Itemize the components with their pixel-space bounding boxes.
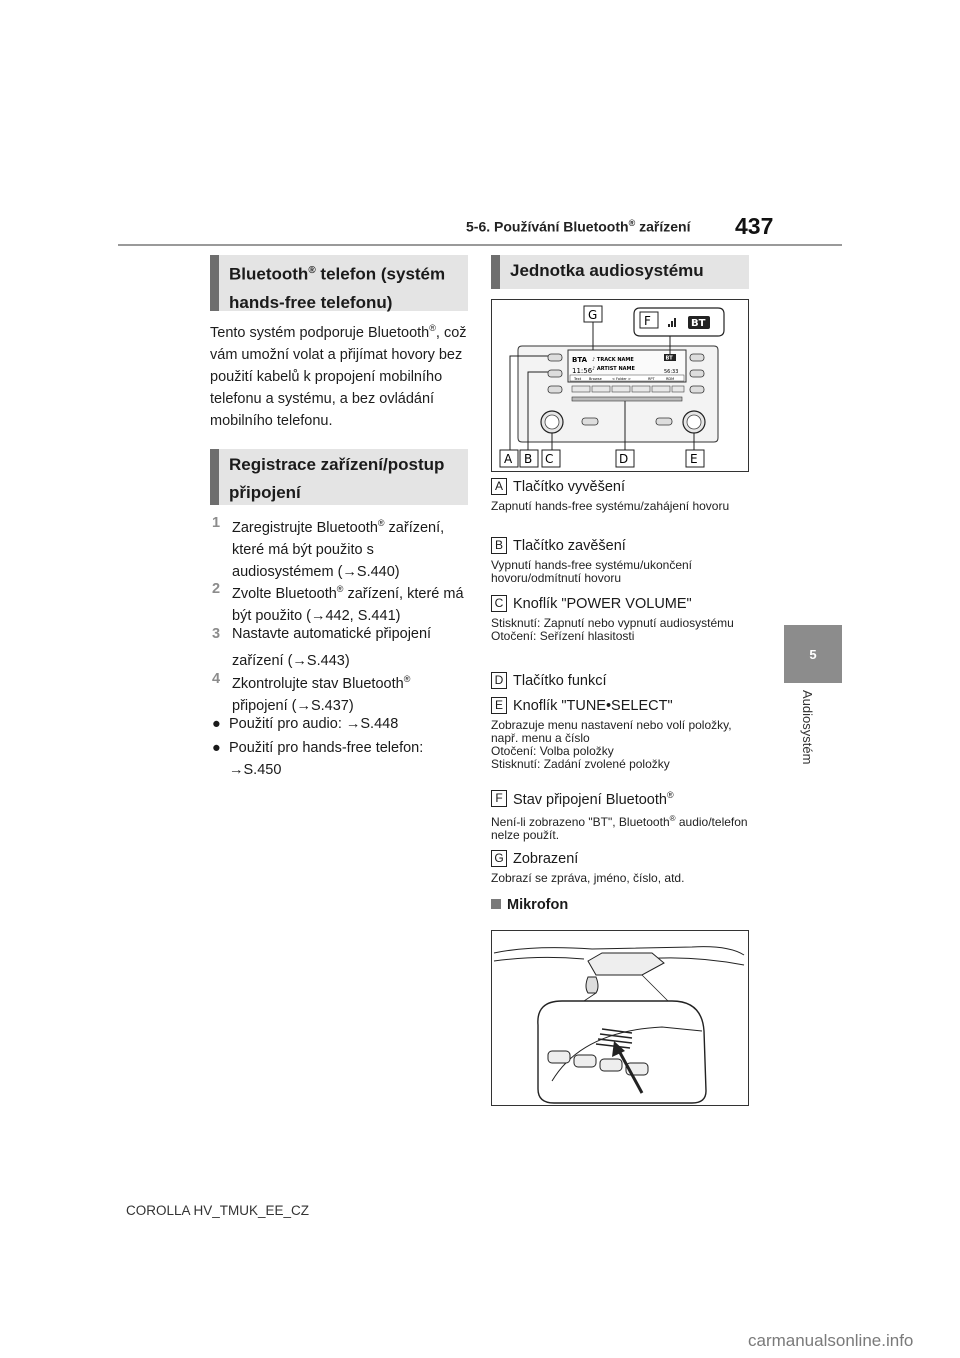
- chapter-tab[interactable]: 5: [784, 625, 842, 683]
- screen-bt-badge: BT: [665, 355, 673, 362]
- heading-audio-unit: Jednotka audiosystému: [491, 255, 749, 289]
- callout-d: D: [619, 452, 629, 466]
- screen-source-label: BTA: [572, 356, 587, 364]
- callout-e: E: [690, 452, 698, 466]
- microphone-drawing: [492, 931, 748, 1105]
- disc-slot: [572, 397, 682, 401]
- step-2: 2 Zvolte Bluetooth® zařízení, které má být použito (→442, S.441): [212, 581, 464, 624]
- callout-c: C: [545, 452, 554, 466]
- pickup-button[interactable]: [548, 354, 562, 361]
- intro-paragraph: Tento systém podporuje Bluetooth®, což vám umožní volat a přijímat hovory bez použití kabelů k propojení mobilního telefonu a systému, a bez ovládání mobilního telefonu.: [210, 323, 467, 429]
- screen-elapsed: 56:33: [664, 369, 679, 375]
- heading-bluetooth-phone: Bluetooth® telefon (systém hands-free telefonu): [210, 255, 468, 311]
- header-rule: [118, 244, 842, 246]
- section-title: 5-6. Používání Bluetooth® zařízení: [466, 218, 691, 235]
- bullet-audio: ● Použití pro audio: →S.448: [212, 716, 399, 732]
- screen-artist-name: ♪ ARTIST NAME: [592, 366, 635, 372]
- step-1: 1 Zaregistrujte Bluetooth® zařízení, které má být použito s audiosystémem (→S.440): [212, 515, 445, 580]
- audio-button[interactable]: [690, 354, 704, 361]
- track-button[interactable]: [690, 370, 704, 377]
- bullet-handsfree: ● Použití pro hands-free telefon: →S.450: [212, 740, 424, 778]
- chapter-label: Audiosystém: [800, 690, 815, 765]
- item-c: C Knoflík "POWER VOLUME" Stisknutí: Zapnutí nebo vypnutí audiosystému Otočení: Seřízení hlasitosti: [491, 595, 734, 643]
- item-f: F Stav připojení Bluetooth® Není-li zobrazeno "BT", Bluetooth® audio/telefon nelze použít.: [491, 790, 748, 843]
- heading-registration: Registrace zařízení/postup připojení: [210, 449, 468, 505]
- microphone-heading: Mikrofon: [491, 897, 568, 913]
- page-number: 437: [735, 213, 774, 239]
- seek-button[interactable]: [690, 386, 704, 393]
- step-4: 4 Zkontrolujte stav Bluetooth® připojení (→S.437): [212, 671, 411, 714]
- callout-g: G: [588, 308, 598, 322]
- audio-unit-drawing: [492, 300, 748, 471]
- svg-text:< Folder >: < Folder >: [612, 377, 631, 381]
- svg-text:Text: Text: [574, 377, 582, 381]
- svg-text:Browse: Browse: [589, 377, 602, 381]
- square-bullet-icon: [491, 899, 501, 909]
- microphone-figure: [491, 930, 749, 1106]
- screen-time: 11:56: [572, 367, 593, 375]
- hangup-button[interactable]: [548, 370, 562, 377]
- mode-button[interactable]: [582, 418, 598, 425]
- item-d: D Tlačítko funkcí: [491, 672, 749, 690]
- audio-unit-figure: [491, 299, 749, 472]
- svg-text:RDM: RDM: [666, 377, 675, 381]
- callout-b: B: [524, 452, 533, 466]
- callout-a: A: [504, 452, 513, 466]
- screen-track-name: ♪ TRACK NAME: [592, 357, 634, 363]
- watermark: carmanualsonline.info: [748, 1331, 914, 1350]
- bt-icon: BT: [691, 318, 706, 329]
- brightness-button[interactable]: [656, 418, 672, 425]
- item-g: G Zobrazení Zobrazí se zpráva, jméno, číslo, atd.: [491, 850, 685, 885]
- item-b: B Tlačítko zavěšení Vypnutí hands-free systému/ukončení hovoru/odmítnutí hovoru: [491, 537, 692, 585]
- svg-text:RPT: RPT: [648, 377, 655, 381]
- callout-f: F: [644, 314, 651, 328]
- item-e: E Knoflík "TUNE•SELECT" Zobrazuje menu nastavení nebo volí položky, např. menu a číslo Otočení: Volba položky Stisknutí: Zadání zvolené položky: [491, 697, 732, 771]
- eject-button[interactable]: [548, 386, 562, 393]
- softkey-row: [570, 375, 684, 381]
- item-a: A Tlačítko vyvěšení Zapnutí hands-free systému/zahájení hovoru: [491, 478, 730, 513]
- step-3: 3 Nastavte automatické připojení zařízení (→S.443): [212, 626, 432, 669]
- preset-buttons[interactable]: [572, 386, 684, 392]
- footer-doc-id: COROLLA HV_TMUK_EE_CZ: [126, 1203, 310, 1218]
